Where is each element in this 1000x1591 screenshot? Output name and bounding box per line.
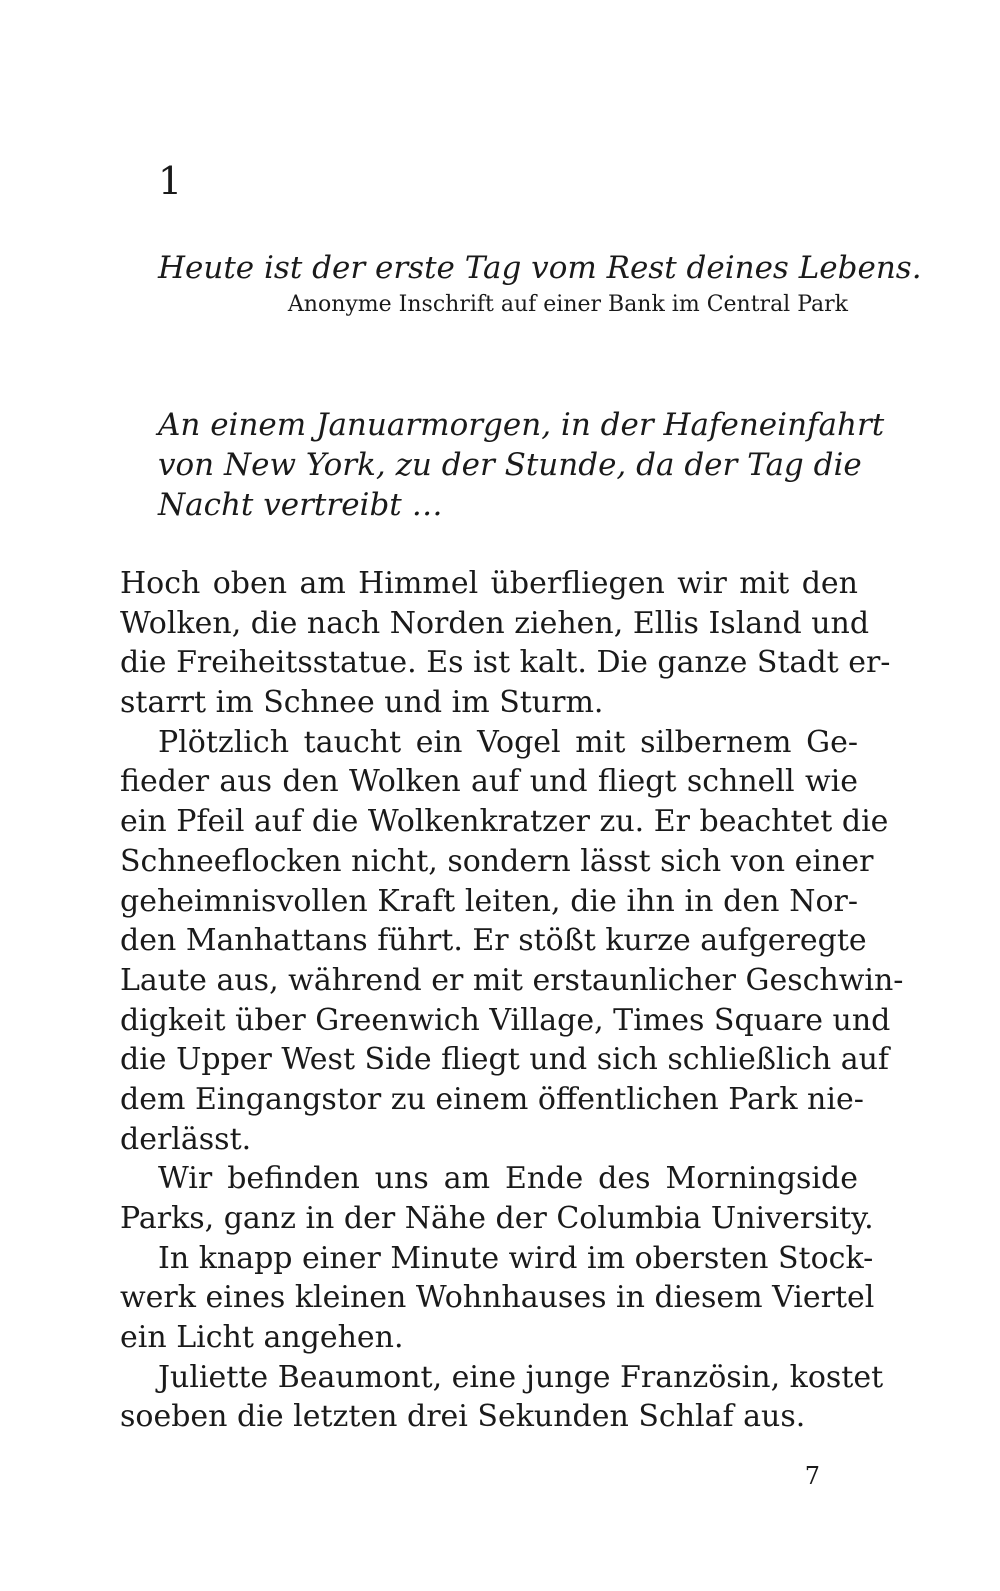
body-line: Laute aus, während er mit erstaunlicher Geschwin- — [120, 962, 904, 998]
body-line: geheimnisvollen Kraft leiten, die ihn in den Nor- — [120, 883, 858, 919]
intro-line: An einem Januarmorgen, in der Hafeneinfahrt — [158, 407, 885, 443]
body-line: ein Pfeil auf die Wolkenkratzer zu. Er beachtet die — [120, 804, 889, 840]
chapter-number: 1 — [158, 159, 183, 203]
body-line: die Upper West Side fliegt und sich schließlich auf — [120, 1042, 890, 1078]
body-line: den Manhattans führt. Er stößt kurze aufgeregte — [120, 923, 867, 959]
body-line: Wir befinden uns am Ende des Morningside — [158, 1161, 858, 1197]
page-number: 7 — [804, 1462, 820, 1490]
intro-line: von New York, zu der Stunde, da der Tag die — [158, 447, 862, 483]
intro-paragraph — [158, 405, 885, 525]
body-line: soeben die letzten drei Sekunden Schlaf aus. — [120, 1399, 806, 1435]
body-line: werk eines kleinen Wohnhauses in diesem Viertel — [120, 1280, 875, 1316]
epigraph-quote: Heute ist der erste Tag vom Rest deines Lebens. — [158, 250, 922, 286]
body-line: ein Licht angehen. — [120, 1320, 404, 1356]
body-line: dem Eingangstor zu einem öffentlichen Park nie- — [120, 1081, 864, 1117]
body-line: Parks, ganz in der Nähe der Columbia University. — [120, 1201, 874, 1236]
body-line: Wolken, die nach Norden ziehen, Ellis Island und — [120, 605, 870, 641]
body-line: Plötzlich taucht ein Vogel mit silbernem Ge- — [158, 724, 858, 760]
body-line: Hoch oben am Himmel überfliegen wir mit den — [120, 566, 858, 601]
epigraph-attribution: Anonyme Inschrift auf einer Bank im Central Park — [287, 292, 848, 317]
body-line: die Freiheitsstatue. Es ist kalt. Die ganze Stadt er- — [120, 645, 891, 681]
body-line: derlässt. — [120, 1121, 252, 1157]
body-line: fieder aus den Wolken auf und fliegt schnell wie — [120, 764, 858, 800]
body-line: digkeit über Greenwich Village, Times Square und — [120, 1002, 891, 1038]
body-line: Juliette Beaumont, eine junge Französin, kostet — [158, 1359, 884, 1395]
body-line: Schneeflocken nicht, sondern lässt sich von einer — [120, 843, 874, 879]
body-line: starrt im Schnee und im Sturm. — [120, 685, 604, 721]
body-text — [120, 564, 904, 1437]
intro-line: Nacht vertreibt … — [158, 487, 443, 523]
body-line: In knapp einer Minute wird im obersten Stock- — [158, 1240, 874, 1276]
